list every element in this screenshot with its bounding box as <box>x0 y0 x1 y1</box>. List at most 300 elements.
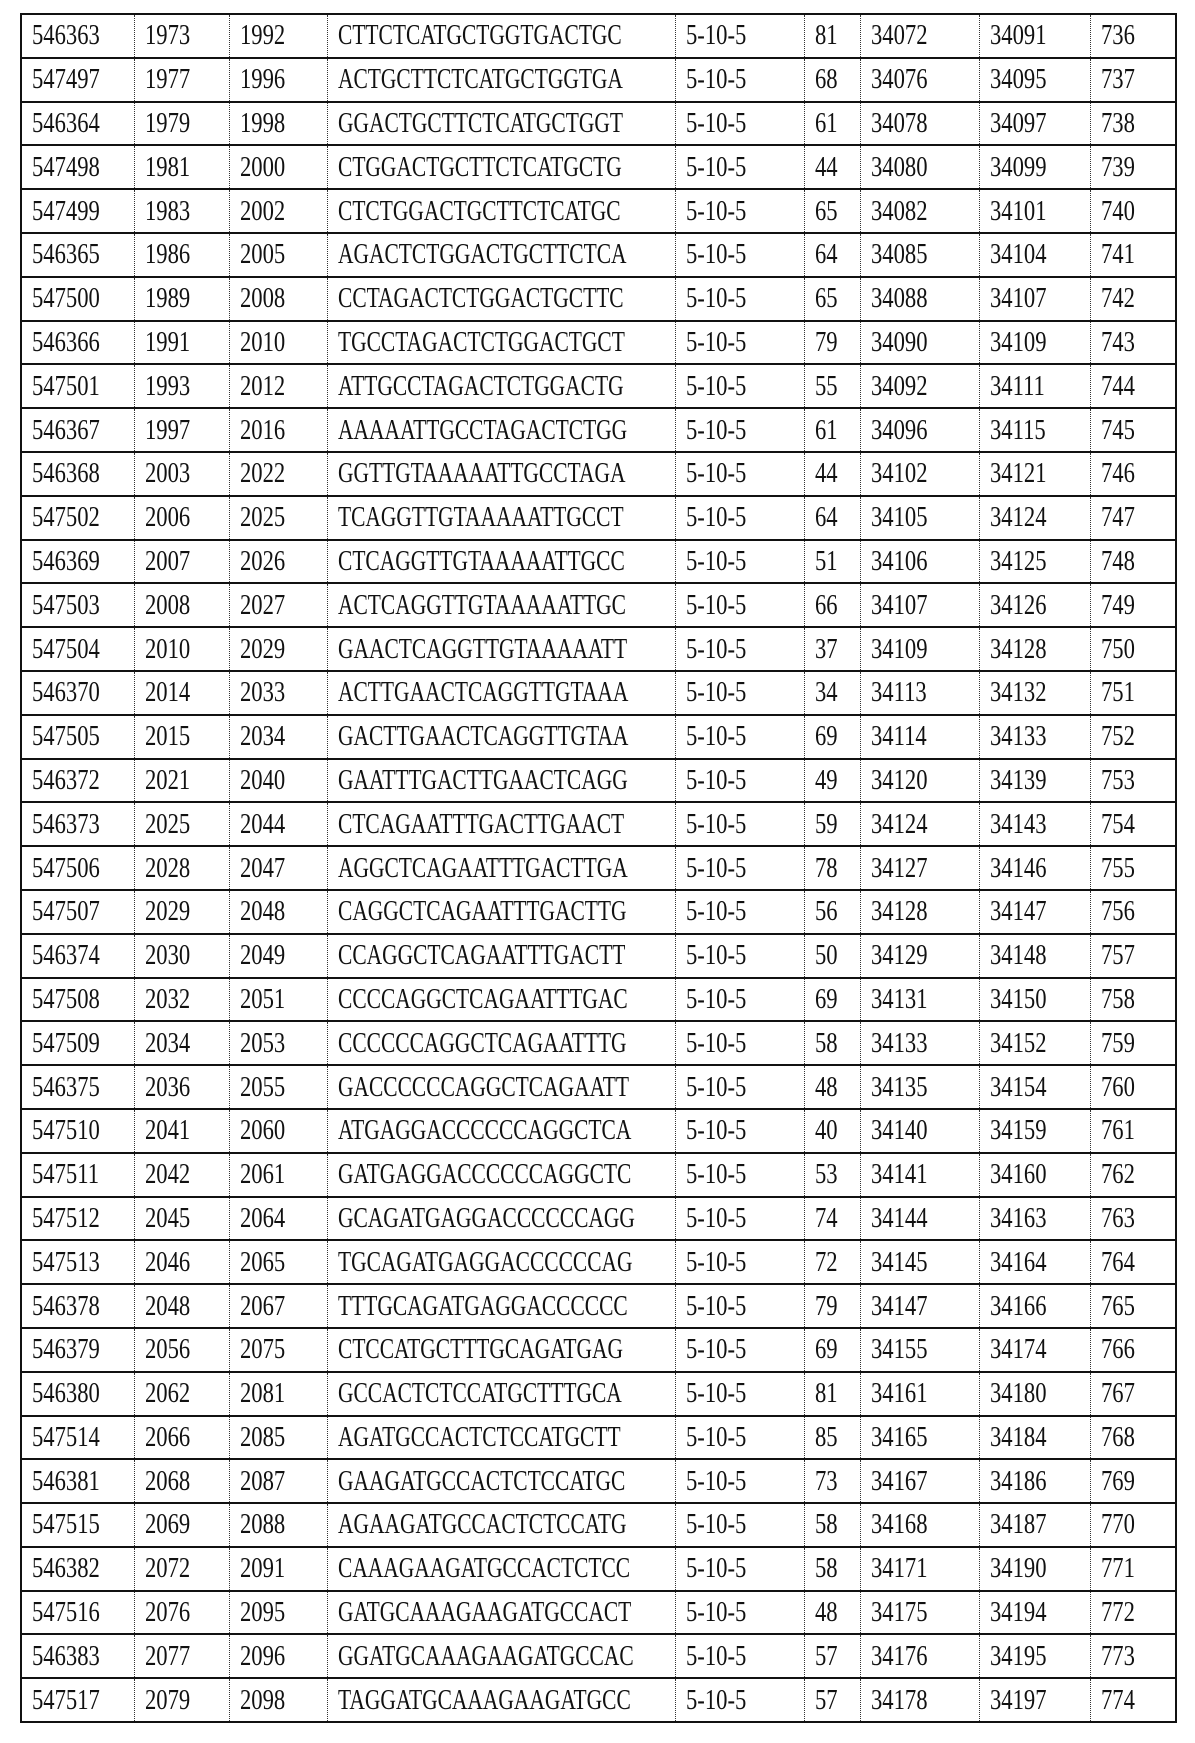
table-row <box>21 1021 1176 1065</box>
genomic-stop-cell <box>979 364 1090 408</box>
start-site-cell <box>134 364 229 408</box>
cell-text: 34072 <box>871 19 928 52</box>
table-row <box>21 1109 1176 1153</box>
cell-text: 748 <box>1101 545 1135 578</box>
cell-text: CCCCCCAGGCTCAGAATTTG <box>338 1027 627 1060</box>
sequence-cell <box>327 583 675 627</box>
cell-text: GACCCCCCAGGCTCAGAATT <box>338 1071 629 1104</box>
genomic-start-cell <box>860 1459 979 1503</box>
motif-cell <box>675 978 804 1022</box>
inhibition-cell <box>804 364 860 408</box>
cell-text: 34164 <box>990 1246 1047 1279</box>
table-row <box>21 540 1176 584</box>
genomic-stop-cell <box>979 1065 1090 1109</box>
cell-text: 1981 <box>145 151 190 184</box>
genomic-stop-cell <box>979 627 1090 671</box>
cell-text: 58 <box>815 1508 838 1541</box>
stop-site-cell <box>229 102 327 146</box>
cell-text: 65 <box>815 195 838 228</box>
cell-text: 34106 <box>871 545 928 578</box>
cell-text: 2055 <box>240 1071 285 1104</box>
cell-text: 48 <box>815 1596 838 1629</box>
genomic-start-cell <box>860 627 979 671</box>
cell-text: 2069 <box>145 1508 190 1541</box>
cell-text: 2042 <box>145 1158 190 1191</box>
cell-text: 73 <box>815 1465 838 1498</box>
cell-text: 1991 <box>145 326 190 359</box>
isis-no-cell <box>21 1328 134 1372</box>
motif-cell <box>675 1416 804 1460</box>
genomic-stop-cell <box>979 583 1090 627</box>
cell-text: 736 <box>1101 19 1135 52</box>
cell-text: 69 <box>815 1333 838 1366</box>
cell-text: 767 <box>1101 1377 1135 1410</box>
table-row <box>21 1547 1176 1591</box>
cell-text: 546380 <box>32 1377 100 1410</box>
genomic-start-cell <box>860 496 979 540</box>
motif-cell <box>675 233 804 277</box>
cell-text: 1996 <box>240 63 285 96</box>
motif-cell <box>675 277 804 321</box>
cell-text: 34161 <box>871 1377 928 1410</box>
cell-text: 771 <box>1101 1552 1135 1585</box>
stop-site-cell <box>229 890 327 934</box>
inhibition-cell <box>804 321 860 365</box>
inhibition-cell <box>804 496 860 540</box>
genomic-start-cell <box>860 102 979 146</box>
genomic-stop-cell <box>979 1591 1090 1635</box>
cell-text: 1998 <box>240 107 285 140</box>
cell-text: 2085 <box>240 1421 285 1454</box>
cell-text: 2025 <box>145 808 190 841</box>
cell-text: 2014 <box>145 676 190 709</box>
cell-text: 547507 <box>32 895 100 928</box>
cell-text: 2040 <box>240 764 285 797</box>
sequence-cell <box>327 233 675 277</box>
motif-cell <box>675 1503 804 1547</box>
stop-site-cell <box>229 715 327 759</box>
cell-text: 34167 <box>871 1465 928 1498</box>
inhibition-cell <box>804 58 860 102</box>
start-site-cell <box>134 1503 229 1547</box>
start-site-cell <box>134 1372 229 1416</box>
table-row <box>21 1328 1176 1372</box>
cell-text: 546363 <box>32 19 100 52</box>
cell-text: 56 <box>815 895 838 928</box>
start-site-cell <box>134 1634 229 1678</box>
cell-text: 758 <box>1101 983 1135 1016</box>
sequence-cell <box>327 321 675 365</box>
start-site-cell <box>134 934 229 978</box>
seq-id-cell <box>1090 934 1176 978</box>
cell-text: 5-10-5 <box>686 1027 746 1060</box>
cell-text: 34152 <box>990 1027 1047 1060</box>
cell-text: 2007 <box>145 545 190 578</box>
cell-text: AAAAATTGCCTAGACTCTGG <box>338 414 627 447</box>
cell-text: 58 <box>815 1552 838 1585</box>
stop-site-cell <box>229 1547 327 1591</box>
cell-text: 2016 <box>240 414 285 447</box>
cell-text: 5-10-5 <box>686 939 746 972</box>
cell-text: TTTGCAGATGAGGACCCCCC <box>338 1290 628 1323</box>
table-row <box>21 1197 1176 1241</box>
cell-text: 546375 <box>32 1071 100 1104</box>
table-row <box>21 233 1176 277</box>
cell-text: 2022 <box>240 457 285 490</box>
genomic-start-cell <box>860 715 979 759</box>
cell-text: 5-10-5 <box>686 195 746 228</box>
motif-cell <box>675 802 804 846</box>
cell-text: 738 <box>1101 107 1135 140</box>
cell-text: 1973 <box>145 19 190 52</box>
seq-id-cell <box>1090 846 1176 890</box>
cell-text: 50 <box>815 939 838 972</box>
isis-no-cell <box>21 934 134 978</box>
genomic-start-cell <box>860 1503 979 1547</box>
inhibition-cell <box>804 145 860 189</box>
genomic-stop-cell <box>979 189 1090 233</box>
seq-id-cell <box>1090 1547 1176 1591</box>
cell-text: GCAGATGAGGACCCCCCAGG <box>338 1202 635 1235</box>
table-row <box>21 583 1176 627</box>
cell-text: 2002 <box>240 195 285 228</box>
sequence-cell <box>327 1153 675 1197</box>
cell-text: 1997 <box>145 414 190 447</box>
cell-text: 2030 <box>145 939 190 972</box>
stop-site-cell <box>229 364 327 408</box>
isis-no-cell <box>21 846 134 890</box>
cell-text: 546364 <box>32 107 100 140</box>
cell-text: 59 <box>815 808 838 841</box>
cell-text: 2021 <box>145 764 190 797</box>
inhibition-cell <box>804 14 860 58</box>
sequence-cell <box>327 715 675 759</box>
sequence-cell <box>327 1197 675 1241</box>
table-row <box>21 1416 1176 1460</box>
cell-text: 5-10-5 <box>686 63 746 96</box>
start-site-cell <box>134 1021 229 1065</box>
genomic-start-cell <box>860 1372 979 1416</box>
start-site-cell <box>134 1547 229 1591</box>
cell-text: 5-10-5 <box>686 501 746 534</box>
motif-cell <box>675 759 804 803</box>
cell-text: 5-10-5 <box>686 457 746 490</box>
stop-site-cell <box>229 233 327 277</box>
seq-id-cell <box>1090 364 1176 408</box>
cell-text: 2048 <box>145 1290 190 1323</box>
seq-id-cell <box>1090 408 1176 452</box>
stop-site-cell <box>229 802 327 846</box>
cell-text: 546374 <box>32 939 100 972</box>
cell-text: 37 <box>815 633 838 666</box>
isis-no-cell <box>21 364 134 408</box>
table-row <box>21 408 1176 452</box>
start-site-cell <box>134 321 229 365</box>
cell-text: ATTGCCTAGACTCTGGACTG <box>338 370 624 403</box>
inhibition-cell <box>804 1416 860 1460</box>
sequence-cell <box>327 58 675 102</box>
genomic-stop-cell <box>979 1503 1090 1547</box>
cell-text: 34091 <box>990 19 1047 52</box>
motif-cell <box>675 890 804 934</box>
cell-text: 5-10-5 <box>686 1552 746 1585</box>
genomic-start-cell <box>860 364 979 408</box>
cell-text: 34197 <box>990 1684 1047 1717</box>
isis-no-cell <box>21 1153 134 1197</box>
table-row <box>21 277 1176 321</box>
sequence-cell <box>327 189 675 233</box>
table-row <box>21 759 1176 803</box>
cell-text: 34131 <box>871 983 928 1016</box>
genomic-stop-cell <box>979 102 1090 146</box>
cell-text: 546383 <box>32 1640 100 1673</box>
cell-text: GATGAGGACCCCCCAGGCTC <box>338 1158 631 1191</box>
stop-site-cell <box>229 496 327 540</box>
cell-text: CTCAGAATTTGACTTGAACT <box>338 808 624 841</box>
stop-site-cell <box>229 321 327 365</box>
cell-text: 547510 <box>32 1114 100 1147</box>
genomic-start-cell <box>860 846 979 890</box>
cell-text: CCTAGACTCTGGACTGCTTC <box>338 282 624 315</box>
cell-text: 51 <box>815 545 838 578</box>
motif-cell <box>675 102 804 146</box>
seq-id-cell <box>1090 102 1176 146</box>
isis-no-cell <box>21 277 134 321</box>
table-row <box>21 934 1176 978</box>
isis-no-cell <box>21 102 134 146</box>
table-row <box>21 1240 1176 1284</box>
cell-text: 740 <box>1101 195 1135 228</box>
cell-text: 1983 <box>145 195 190 228</box>
cell-text: 772 <box>1101 1596 1135 1629</box>
seq-id-cell <box>1090 1153 1176 1197</box>
table-row <box>21 978 1176 1022</box>
cell-text: 72 <box>815 1246 838 1279</box>
cell-text: 34187 <box>990 1508 1047 1541</box>
isis-no-cell <box>21 14 134 58</box>
genomic-start-cell <box>860 1634 979 1678</box>
cell-text: 34165 <box>871 1421 928 1454</box>
start-site-cell <box>134 102 229 146</box>
cell-text: 34147 <box>990 895 1047 928</box>
cell-text: 2034 <box>240 720 285 753</box>
stop-site-cell <box>229 1634 327 1678</box>
sequence-cell <box>327 145 675 189</box>
cell-text: 2045 <box>145 1202 190 1235</box>
cell-text: 750 <box>1101 633 1135 666</box>
genomic-stop-cell <box>979 1634 1090 1678</box>
genomic-start-cell <box>860 1328 979 1372</box>
cell-text: 69 <box>815 720 838 753</box>
cell-text: 34107 <box>871 589 928 622</box>
cell-text: 5-10-5 <box>686 589 746 622</box>
inhibition-cell <box>804 1153 860 1197</box>
isis-no-cell <box>21 1021 134 1065</box>
inhibition-cell <box>804 846 860 890</box>
seq-id-cell <box>1090 978 1176 1022</box>
sequence-cell <box>327 978 675 1022</box>
seq-id-cell <box>1090 1021 1176 1065</box>
stop-site-cell <box>229 1240 327 1284</box>
cell-text: 2077 <box>145 1640 190 1673</box>
stop-site-cell <box>229 671 327 715</box>
cell-text: 2051 <box>240 983 285 1016</box>
cell-text: 34101 <box>990 195 1047 228</box>
cell-text: 5-10-5 <box>686 1158 746 1191</box>
motif-cell <box>675 321 804 365</box>
genomic-stop-cell <box>979 277 1090 321</box>
sequence-cell <box>327 364 675 408</box>
genomic-stop-cell <box>979 1240 1090 1284</box>
cell-text: AGACTCTGGACTGCTTCTCA <box>338 238 627 271</box>
cell-text: ACTGCTTCTCATGCTGGTGA <box>338 63 623 96</box>
cell-text: 61 <box>815 107 838 140</box>
cell-text: 34080 <box>871 151 928 184</box>
cell-text: 34174 <box>990 1333 1047 1366</box>
cell-text: 547508 <box>32 983 100 1016</box>
stop-site-cell <box>229 1197 327 1241</box>
sequence-cell <box>327 408 675 452</box>
cell-text: 747 <box>1101 501 1135 534</box>
genomic-start-cell <box>860 452 979 496</box>
cell-text: 2028 <box>145 852 190 885</box>
genomic-start-cell <box>860 1591 979 1635</box>
sequence-cell <box>327 671 675 715</box>
cell-text: 34147 <box>871 1290 928 1323</box>
cell-text: 2012 <box>240 370 285 403</box>
stop-site-cell <box>229 583 327 627</box>
cell-text: 34139 <box>990 764 1047 797</box>
genomic-stop-cell <box>979 802 1090 846</box>
cell-text: 2015 <box>145 720 190 753</box>
table-row <box>21 802 1176 846</box>
cell-text: 1986 <box>145 238 190 271</box>
cell-text: 2062 <box>145 1377 190 1410</box>
cell-text: 2000 <box>240 151 285 184</box>
oligonucleotide-table <box>20 13 1177 1723</box>
cell-text: 34114 <box>871 720 927 753</box>
isis-no-cell <box>21 1591 134 1635</box>
inhibition-cell <box>804 1197 860 1241</box>
cell-text: 761 <box>1101 1114 1135 1147</box>
sequence-cell <box>327 1459 675 1503</box>
genomic-stop-cell <box>979 671 1090 715</box>
genomic-stop-cell <box>979 978 1090 1022</box>
cell-text: 2065 <box>240 1246 285 1279</box>
cell-text: 763 <box>1101 1202 1135 1235</box>
isis-no-cell <box>21 408 134 452</box>
cell-text: 2003 <box>145 457 190 490</box>
cell-text: 66 <box>815 589 838 622</box>
sequence-cell <box>327 1416 675 1460</box>
genomic-start-cell <box>860 189 979 233</box>
isis-no-cell <box>21 802 134 846</box>
sequence-cell <box>327 1372 675 1416</box>
sequence-cell <box>327 277 675 321</box>
isis-no-cell <box>21 58 134 102</box>
start-site-cell <box>134 1197 229 1241</box>
genomic-start-cell <box>860 890 979 934</box>
seq-id-cell <box>1090 321 1176 365</box>
table-row <box>21 189 1176 233</box>
cell-text: 547499 <box>32 195 100 228</box>
cell-text: 774 <box>1101 1684 1135 1717</box>
cell-text: 34090 <box>871 326 928 359</box>
cell-text: 746 <box>1101 457 1135 490</box>
cell-text: 34085 <box>871 238 928 271</box>
cell-text: 65 <box>815 282 838 315</box>
sequence-cell <box>327 1328 675 1372</box>
cell-text: 34095 <box>990 63 1047 96</box>
cell-text: 34128 <box>871 895 928 928</box>
cell-text: 5-10-5 <box>686 764 746 797</box>
cell-text: GAACTCAGGTTGTAAAAATT <box>338 633 627 666</box>
start-site-cell <box>134 715 229 759</box>
cell-text: 2005 <box>240 238 285 271</box>
table-row <box>21 1284 1176 1328</box>
stop-site-cell <box>229 408 327 452</box>
isis-no-cell <box>21 496 134 540</box>
cell-text: 69 <box>815 983 838 1016</box>
cell-text: 737 <box>1101 63 1135 96</box>
genomic-start-cell <box>860 934 979 978</box>
cell-text: 547500 <box>32 282 100 315</box>
cell-text: CCAGGCTCAGAATTTGACTT <box>338 939 625 972</box>
sequence-cell <box>327 1021 675 1065</box>
cell-text: 5-10-5 <box>686 1290 746 1323</box>
cell-text: 764 <box>1101 1246 1135 1279</box>
genomic-stop-cell <box>979 540 1090 584</box>
sequence-cell <box>327 1284 675 1328</box>
cell-text: 5-10-5 <box>686 1596 746 1629</box>
motif-cell <box>675 1547 804 1591</box>
cell-text: 34096 <box>871 414 928 447</box>
stop-site-cell <box>229 1503 327 1547</box>
genomic-stop-cell <box>979 58 1090 102</box>
cell-text: 2048 <box>240 895 285 928</box>
cell-text: 34163 <box>990 1202 1047 1235</box>
sequence-cell <box>327 846 675 890</box>
sequence-cell <box>327 452 675 496</box>
cell-text: CCCCAGGCTCAGAATTTGAC <box>338 983 628 1016</box>
cell-text: 5-10-5 <box>686 19 746 52</box>
seq-id-cell <box>1090 1503 1176 1547</box>
cell-text: 769 <box>1101 1465 1135 1498</box>
cell-text: 2049 <box>240 939 285 972</box>
start-site-cell <box>134 1065 229 1109</box>
cell-text: 34133 <box>871 1027 928 1060</box>
inhibition-cell <box>804 1372 860 1416</box>
table-row <box>21 627 1176 671</box>
isis-no-cell <box>21 145 134 189</box>
cell-text: 5-10-5 <box>686 238 746 271</box>
inhibition-cell <box>804 759 860 803</box>
cell-text: 34140 <box>871 1114 928 1147</box>
motif-cell <box>675 1021 804 1065</box>
inhibition-cell <box>804 583 860 627</box>
inhibition-cell <box>804 1284 860 1328</box>
motif-cell <box>675 1591 804 1635</box>
seq-id-cell <box>1090 671 1176 715</box>
cell-text: 766 <box>1101 1333 1135 1366</box>
cell-text: ACTTGAACTCAGGTTGTAAA <box>338 676 628 709</box>
cell-text: 34171 <box>871 1552 928 1585</box>
cell-text: 5-10-5 <box>686 1333 746 1366</box>
cell-text: 546378 <box>32 1290 100 1323</box>
stop-site-cell <box>229 1284 327 1328</box>
seq-id-cell <box>1090 1591 1176 1635</box>
isis-no-cell <box>21 1240 134 1284</box>
